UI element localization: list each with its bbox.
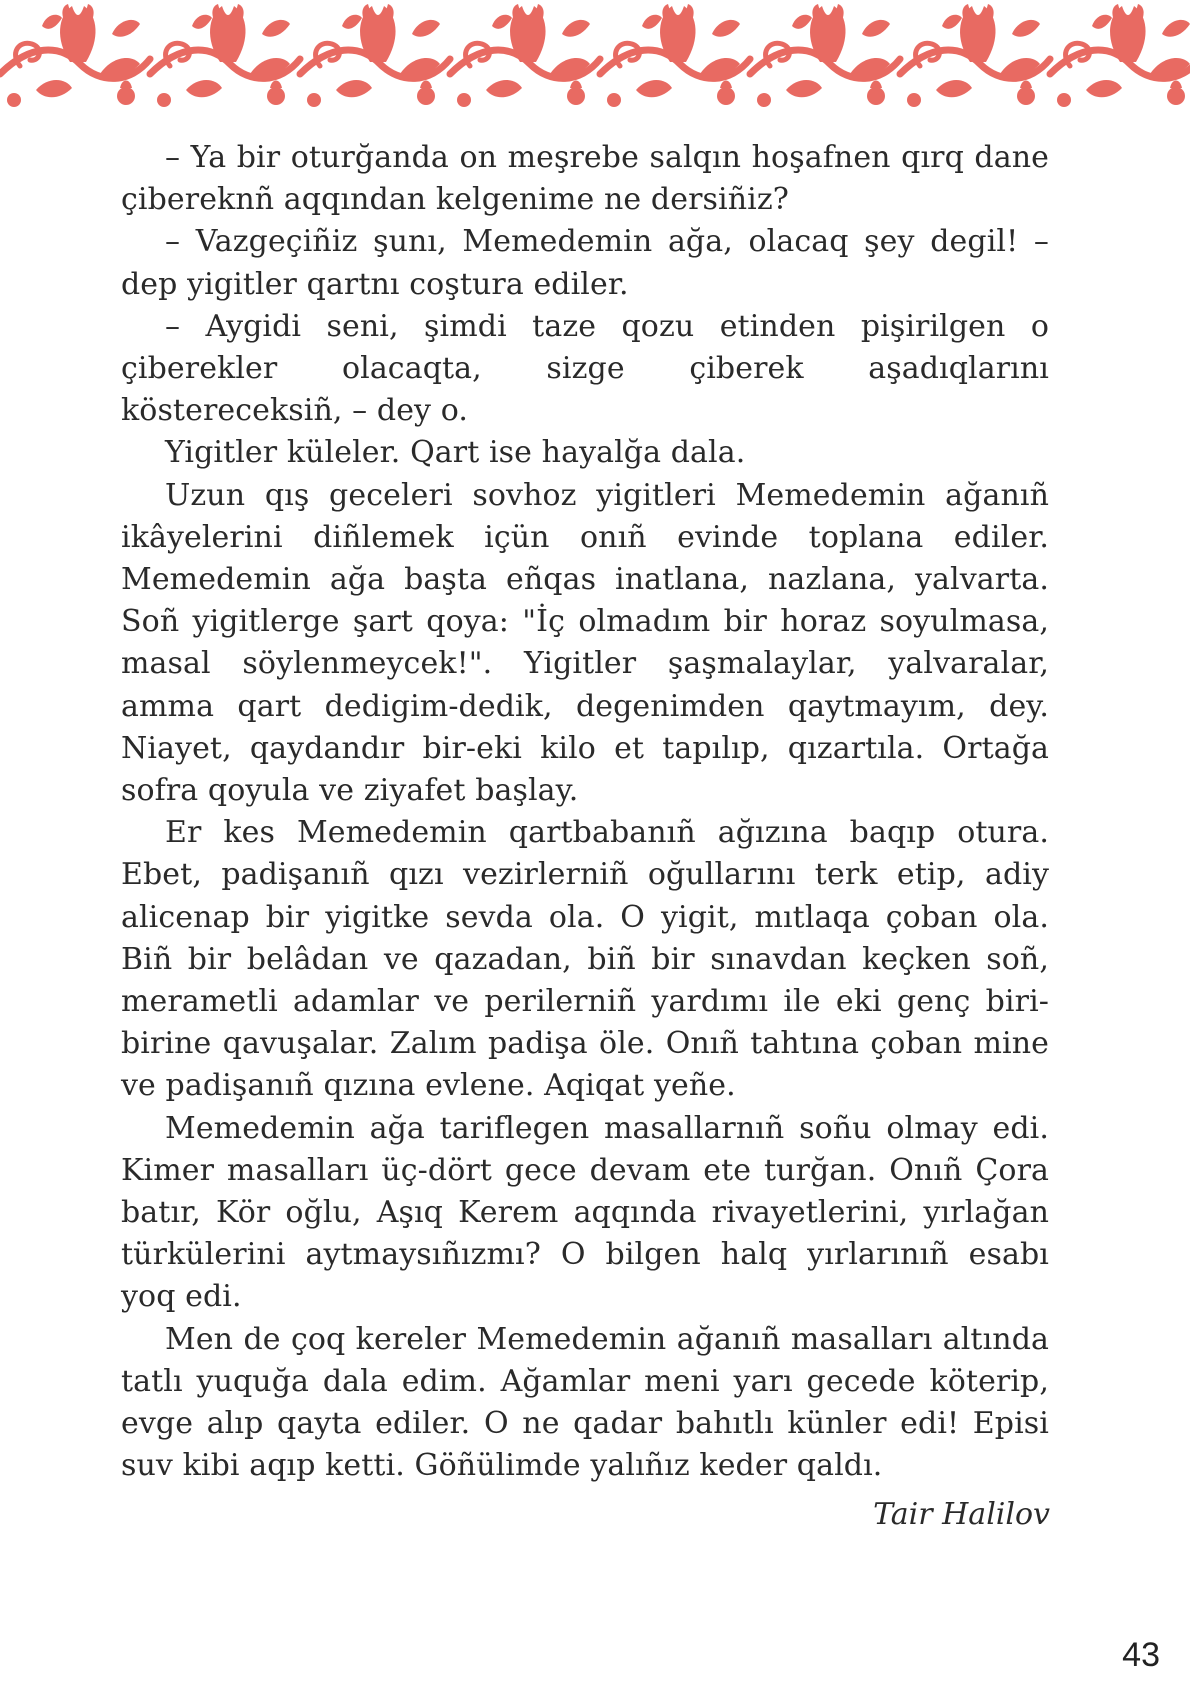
page-number: 43 [1122,1636,1160,1674]
paragraph-8: Men de çoq kereler Memedemin ağanıñ masalları altında tatlı yuquğa dala edim. Ağamlar meni yarı gecede köterip, evge alıp qayta ediler. O ne qadar bahıtlı künler edi! Episi suv kibi aqıp ketti. Göñülimde yalıñız keder qaldı. [121,1321,1049,1484]
paragraph-6: Er kes Memedemin qartbabanıñ ağızına baqıp otura. Ebet, padişanıñ qızı vezirlerniñ oğullarını terk etip, adiy alicenap bir yigitke sevda ola. O yigit, mıtlaqa çoban ola. Biñ bir belâdan ve qazadan, biñ bir sınavdan keçken soñ, merametli adamlar ve perilerniñ yardımı ile eki genç biri-birine qavuşalar. Zalım padişa öle. Onıñ tahtına çoban mine ve padişanıñ qızına evlene. Aqiqat yeñe. [121,815,1049,1104]
paragraph-dialogue-3: – Aygidi seni, şimdi taze qozu etinden pişirilgen o çiberekler olacaqta, sizge çiberek aşadıqlarını köstereceksiñ, – dey o. [121,308,1049,429]
main-text [121,137,1049,1488]
paragraph-5: Uzun qış geceleri sovhoz yigitleri Memedemin ağanıñ ikâyelerini diñlemek içün onıñ evinde toplana ediler. Memedemin ağa başta eñqas inatlana, nazlana, yalvarta. Soñ yigitlerge şart qoya: "İç olmadım bir horaz soyulmasa, masal söylenmeycek!". Yigitler şaşmalaylar, yalvaralar, amma qart dedigim-dedik, degenimden qaytmayım, dey. Niayet, qaydandır bir-eki kilo et tapılıp, qızartıla. Ortağa sofra qoyula ve ziyafet başlay. [121,477,1049,809]
paragraph-7: Memedemin ağa tariflegen masallarnıñ soñu olmay edi. Kimer masalları üç-dört gece devam ete turğan. Onıñ Çora batır, Kör oğlu, Aşıq Kerem aqqında rivayetlerini, yırlağan türkülerini aytmaysıñızmı? O bilgen halq yırlarınıñ esabı yoq edi. [121,1110,1049,1315]
paragraph-dialogue-2: – Vazgeçiñiz şunı, Memedemin ağa, olacaq şey degil! – dep yigitler qartnı coştura ediler. [121,224,1049,302]
author-signature: Tair Halilov [873,1497,1050,1532]
floral-border-ornament [0,0,1190,112]
paragraph-4: Yigitler küleler. Qart ise hayalğa dala. [165,435,746,471]
paragraph-dialogue-1: – Ya bir oturğanda on meşrebe salqın hoşafnen qırq dane çibereknñ aqqından kelgenime ne dersiñiz? [121,140,1049,218]
